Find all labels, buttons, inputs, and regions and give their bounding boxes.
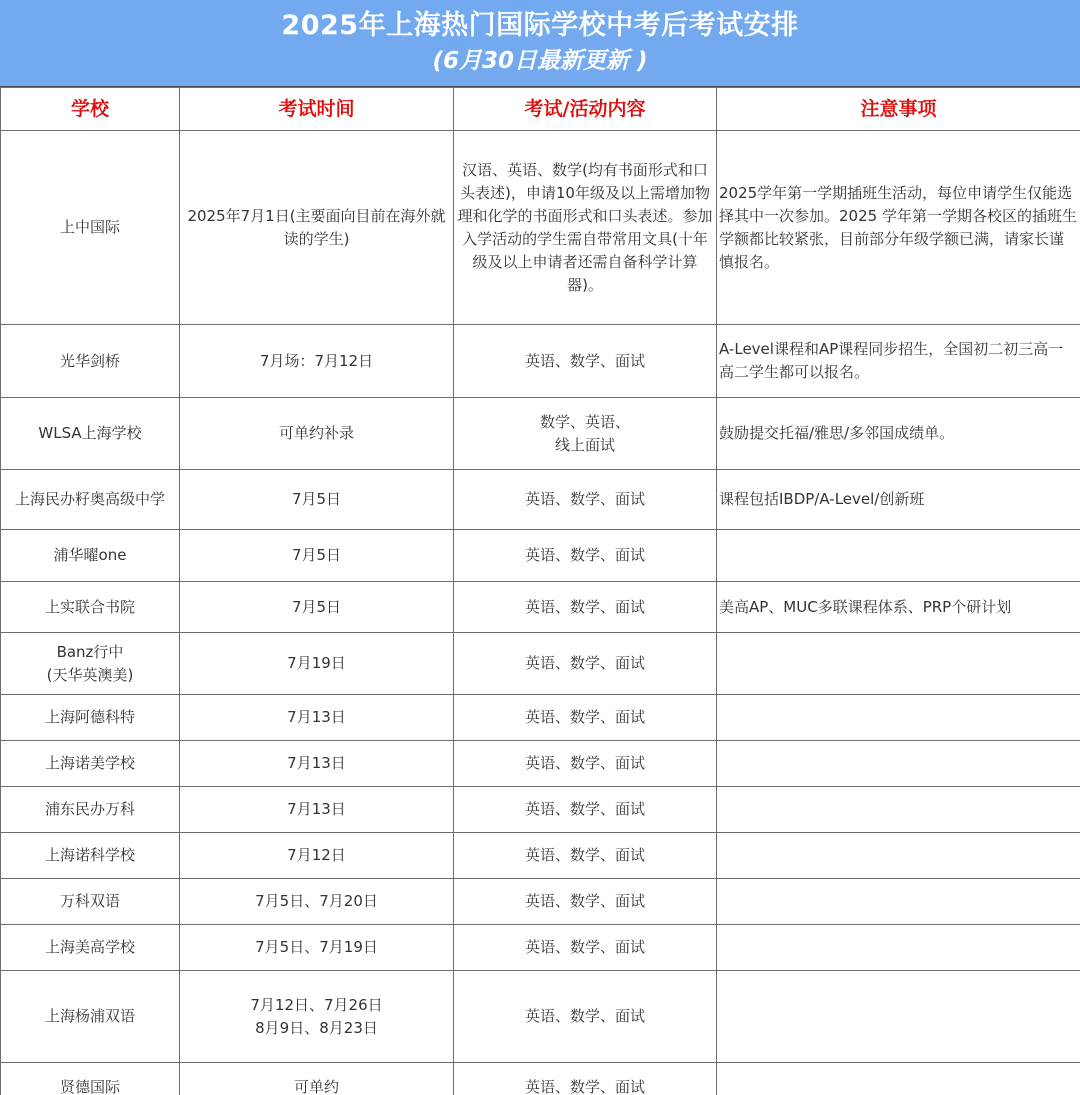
school-cell: 上中国际 [1, 131, 180, 325]
notes-cell [717, 879, 1080, 925]
content-cell: 数学、英语、 线上面试 [454, 398, 717, 470]
header-school: 学校 [1, 88, 180, 131]
school-cell: 上海美高学校 [1, 925, 180, 971]
header-notes: 注意事项 [717, 88, 1080, 131]
time-cell: 7月5日 [180, 530, 454, 582]
content-cell: 英语、数学、面试 [454, 582, 717, 633]
school-cell: WLSA上海学校 [1, 398, 180, 470]
school-cell: 上海杨浦双语 [1, 971, 180, 1063]
school-cell: 上实联合书院 [1, 582, 180, 633]
school-cell: 上海诺科学校 [1, 833, 180, 879]
time-cell: 7月13日 [180, 695, 454, 741]
notes-cell [717, 741, 1080, 787]
time-cell: 7月12日 [180, 833, 454, 879]
table-row [1, 1063, 1080, 1095]
content-cell: 英语、数学、面试 [454, 530, 717, 582]
content-cell: 英语、数学、面试 [454, 633, 717, 695]
header-content: 考试/活动内容 [454, 88, 717, 131]
title-banner [0, 0, 1080, 87]
exam-schedule-table [0, 87, 1080, 1095]
content-cell: 英语、数学、面试 [454, 741, 717, 787]
table-row [1, 741, 1080, 787]
content-cell: 英语、数学、面试 [454, 787, 717, 833]
table-header-row [1, 88, 1080, 131]
notes-cell: A-Level课程和AP课程同步招生，全国初二初三高一高二学生都可以报名。 [717, 325, 1080, 398]
notes-cell: 美高AP、MUC多联课程体系、PRP个研计划 [717, 582, 1080, 633]
notes-cell [717, 833, 1080, 879]
table-row [1, 131, 1080, 325]
notes-cell [717, 530, 1080, 582]
notes-cell: 鼓励提交托福/雅思/多邻国成绩单。 [717, 398, 1080, 470]
content-cell: 英语、数学、面试 [454, 325, 717, 398]
content-cell: 英语、数学、面试 [454, 1063, 717, 1095]
notes-cell [717, 633, 1080, 695]
notes-cell [717, 787, 1080, 833]
content-cell: 英语、数学、面试 [454, 971, 717, 1063]
school-cell: 万科双语 [1, 879, 180, 925]
table-row [1, 633, 1080, 695]
table-row [1, 695, 1080, 741]
time-cell: 7月13日 [180, 741, 454, 787]
notes-cell: 课程包括IBDP/A-Level/创新班 [717, 470, 1080, 530]
school-cell: 上海诺美学校 [1, 741, 180, 787]
table-row [1, 787, 1080, 833]
notes-cell [717, 971, 1080, 1063]
time-cell: 2025年7月1日(主要面向目前在海外就读的学生) [180, 131, 454, 325]
school-cell: 贤德国际 [1, 1063, 180, 1095]
table-row [1, 879, 1080, 925]
notes-cell [717, 1063, 1080, 1095]
time-cell: 7月场：7月12日 [180, 325, 454, 398]
content-cell: 英语、数学、面试 [454, 470, 717, 530]
notes-cell: 2025学年第一学期插班生活动，每位申请学生仅能选择其中一次参加。2025 学年第一学期各校区的插班生学额都比较紧张，目前部分年级学额已满，请家长谨慎报名。 [717, 131, 1080, 325]
school-cell: 上海阿德科特 [1, 695, 180, 741]
table-row [1, 530, 1080, 582]
update-note: (6月30日最新更新 ) [432, 48, 648, 74]
time-cell: 7月5日 [180, 582, 454, 633]
time-cell: 7月12日、7月26日 8月9日、8月23日 [180, 971, 454, 1063]
school-cell: Banz行中 (天华英澳美) [1, 633, 180, 695]
table-row [1, 582, 1080, 633]
time-cell: 可单约 [180, 1063, 454, 1095]
content-cell: 英语、数学、面试 [454, 879, 717, 925]
table-row [1, 398, 1080, 470]
table-row [1, 325, 1080, 398]
content-cell: 英语、数学、面试 [454, 925, 717, 971]
school-cell: 浦华曜one [1, 530, 180, 582]
content-cell: 英语、数学、面试 [454, 695, 717, 741]
table-row [1, 925, 1080, 971]
table-row [1, 833, 1080, 879]
page-title: 2025年上海热门国际学校中考后考试安排 [281, 10, 799, 41]
table-row [1, 971, 1080, 1063]
time-cell: 7月5日、7月20日 [180, 879, 454, 925]
notes-cell [717, 925, 1080, 971]
header-time: 考试时间 [180, 88, 454, 131]
table-row [1, 470, 1080, 530]
school-cell: 浦东民办万科 [1, 787, 180, 833]
time-cell: 7月19日 [180, 633, 454, 695]
time-cell: 7月5日 [180, 470, 454, 530]
content-cell: 英语、数学、面试 [454, 833, 717, 879]
time-cell: 7月13日 [180, 787, 454, 833]
school-cell: 上海民办籽奥高级中学 [1, 470, 180, 530]
time-cell: 7月5日、7月19日 [180, 925, 454, 971]
time-cell: 可单约补录 [180, 398, 454, 470]
school-cell: 光华剑桥 [1, 325, 180, 398]
notes-cell [717, 695, 1080, 741]
content-cell: 汉语、英语、数学(均有书面形式和口头表述)，申请10年级及以上需增加物理和化学的书面形式和口头表述。参加入学活动的学生需自带常用文具(十年级及以上申请者还需自备科学计算器)。 [454, 131, 717, 325]
